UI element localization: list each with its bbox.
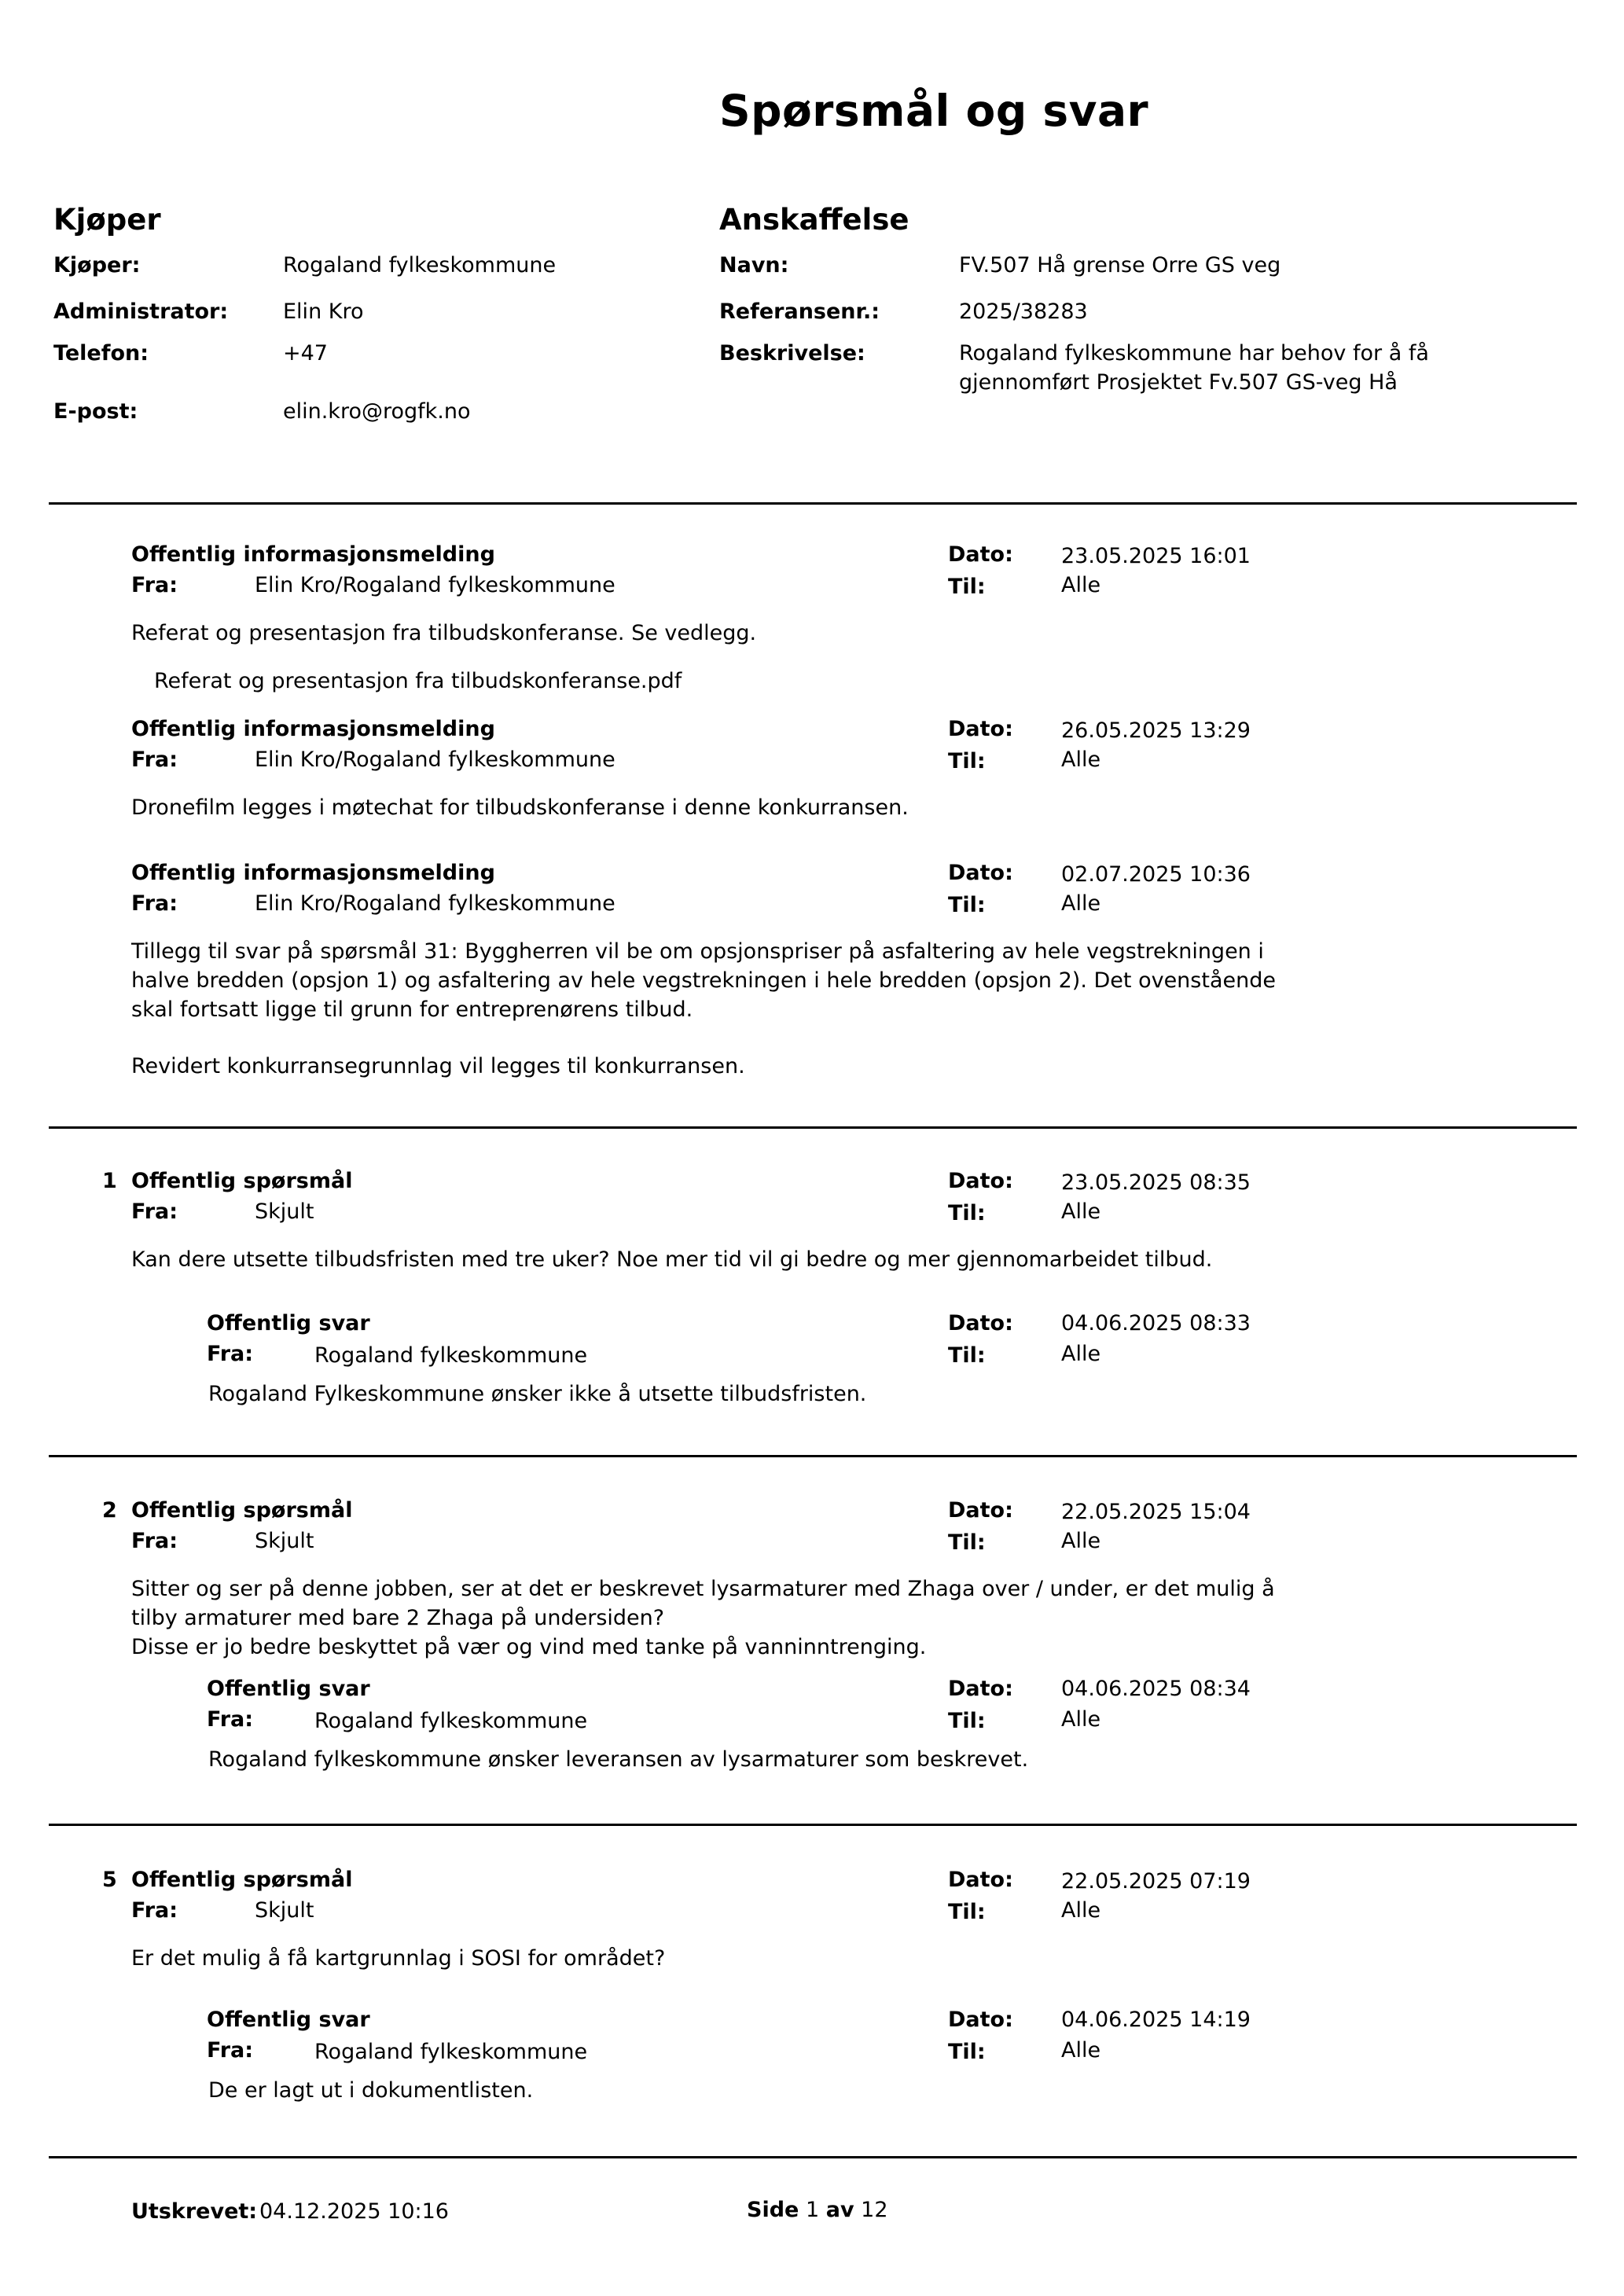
name-value: FV.507 Hå grense Orre GS veg	[959, 253, 1281, 277]
date-label: Dato:	[948, 717, 1013, 741]
date-label: Dato:	[948, 2008, 1013, 2032]
from-label: Fra:	[207, 2038, 254, 2063]
date-value: 04.06.2025 14:19	[1061, 2008, 1251, 2032]
question-body-line: Disse er jo bedre beskyttet på vær og vind med tanke på vanninntrenging.	[131, 1635, 927, 1659]
to-value: Alle	[1061, 1898, 1101, 1923]
from-label: Fra:	[131, 573, 178, 597]
phone-label: Telefon:	[53, 341, 149, 366]
from-label: Fra:	[131, 1898, 178, 1923]
question-body-line: Sitter og ser på denne jobben, ser at det er beskrevet lysarmaturer med Zhaga over / under, er det mulig å	[131, 1577, 1275, 1601]
printed-value: 04.12.2025 10:16	[259, 2199, 449, 2224]
from-label: Fra:	[131, 1199, 178, 1224]
buyer-label: Kjøper:	[53, 253, 141, 277]
date-value: 02.07.2025 10:36	[1061, 862, 1251, 887]
answer-type: Offentlig svar	[207, 1677, 370, 1701]
question-body: Er det mulig å få kartgrunnlag i SOSI for området?	[131, 1946, 666, 1971]
section-divider	[49, 1824, 1577, 1826]
to-value: Alle	[1061, 891, 1101, 916]
administrator-label: Administrator:	[53, 299, 229, 324]
page-indicator	[747, 2195, 888, 2224]
to-label: Til:	[948, 2040, 986, 2064]
date-value: 22.05.2025 15:04	[1061, 1500, 1251, 1524]
from-value: Skjult	[255, 1898, 314, 1923]
from-value: Elin Kro/Rogaland fylkeskommune	[255, 748, 615, 772]
from-label: Fra:	[131, 891, 178, 916]
name-label: Navn:	[719, 253, 789, 277]
page-number: 1	[805, 2198, 820, 2222]
from-label: Fra:	[207, 1707, 254, 1732]
question-body: Kan dere utsette tilbudsfristen med tre uker? Noe mer tid vil gi bedre og mer gjennomarbeidet tilbud.	[131, 1247, 1213, 1272]
message-type: Offentlig informasjonsmelding	[131, 861, 495, 885]
date-value: 26.05.2025 13:29	[1061, 718, 1251, 743]
to-value: Alle	[1061, 2038, 1101, 2063]
to-value: Alle	[1061, 1342, 1101, 1366]
message-type: Offentlig informasjonsmelding	[131, 717, 495, 741]
answer-body: Rogaland Fylkeskommune ønsker ikke å utsette tilbudsfristen.	[208, 1382, 867, 1406]
side-label: Side	[747, 2198, 799, 2222]
message-type: Offentlig spørsmål	[131, 1498, 353, 1523]
reference-value: 2025/38283	[959, 299, 1088, 324]
to-value: Alle	[1061, 1529, 1101, 1553]
from-value: Elin Kro/Rogaland fylkeskommune	[255, 891, 615, 916]
buyer-heading: Kjøper	[53, 203, 161, 237]
description-label: Beskrivelse:	[719, 341, 865, 366]
message-type: Offentlig spørsmål	[131, 1868, 353, 1892]
message-body-line: Revidert konkurransegrunnlag vil legges til konkurransen.	[131, 1054, 745, 1078]
section-divider	[49, 502, 1577, 505]
date-label: Dato:	[948, 1677, 1013, 1701]
buyer-value: Rogaland fylkeskommune	[283, 253, 557, 277]
to-label: Til:	[948, 749, 986, 773]
date-label: Dato:	[948, 1868, 1013, 1892]
attachment-link[interactable]: Referat og presentasjon fra tilbudskonferanse.pdf	[154, 669, 682, 693]
from-label: Fra:	[131, 1529, 178, 1553]
to-label: Til:	[948, 1709, 986, 1733]
from-value: Elin Kro/Rogaland fylkeskommune	[255, 573, 615, 597]
email-label: E-post:	[53, 399, 138, 424]
message-body: Referat og presentasjon fra tilbudskonferanse. Se vedlegg.	[131, 621, 757, 645]
question-number: 5	[102, 1868, 117, 1892]
to-value: Alle	[1061, 1707, 1101, 1732]
message-type: Offentlig informasjonsmelding	[131, 542, 495, 567]
question-number: 2	[102, 1498, 117, 1523]
from-value: Rogaland fylkeskommune	[314, 1343, 588, 1368]
date-label: Dato:	[948, 542, 1013, 567]
to-value: Alle	[1061, 748, 1101, 772]
message-body-line: Tillegg til svar på spørsmål 31: Byggherren vil be om opsjonspriser på asfaltering av hele vegstrekningen i	[131, 939, 1264, 964]
from-label: Fra:	[131, 748, 178, 772]
printed-label: Utskrevet:	[131, 2199, 258, 2224]
date-value: 22.05.2025 07:19	[1061, 1869, 1251, 1894]
answer-body: De er lagt ut i dokumentlisten.	[208, 2078, 534, 2103]
date-label: Dato:	[948, 1311, 1013, 1335]
email-value[interactable]: elin.kro@rogfk.no	[283, 399, 471, 424]
section-divider	[49, 1126, 1577, 1129]
date-value: 04.06.2025 08:33	[1061, 1311, 1251, 1335]
section-divider	[49, 2156, 1577, 2158]
to-label: Til:	[948, 1530, 986, 1555]
page-total: 12	[861, 2198, 888, 2222]
to-value: Alle	[1061, 1199, 1101, 1224]
question-body-line: tilby armaturer med bare 2 Zhaga på undersiden?	[131, 1606, 665, 1630]
answer-type: Offentlig svar	[207, 1311, 370, 1335]
date-value: 23.05.2025 08:35	[1061, 1170, 1251, 1195]
to-label: Til:	[948, 893, 986, 917]
from-value: Skjult	[255, 1199, 314, 1224]
message-body: Dronefilm legges i møtechat for tilbudskonferanse i denne konkurransen.	[131, 795, 909, 820]
description-line: Rogaland fylkeskommune har behov for å få	[959, 341, 1429, 366]
reference-label: Referansenr.:	[719, 299, 880, 324]
question-number: 1	[102, 1169, 117, 1193]
date-value: 23.05.2025 16:01	[1061, 544, 1251, 568]
to-label: Til:	[948, 1343, 986, 1368]
to-label: Til:	[948, 575, 986, 599]
date-value: 04.06.2025 08:34	[1061, 1677, 1251, 1701]
answer-type: Offentlig svar	[207, 2008, 370, 2032]
page-title: Spørsmål og svar	[719, 86, 1149, 136]
date-label: Dato:	[948, 861, 1013, 885]
to-label: Til:	[948, 1900, 986, 1924]
from-value: Rogaland fylkeskommune	[314, 1709, 588, 1733]
to-label: Til:	[948, 1201, 986, 1225]
date-label: Dato:	[948, 1498, 1013, 1523]
message-type: Offentlig spørsmål	[131, 1169, 353, 1193]
message-body-line: skal fortsatt ligge til grunn for entreprenørens tilbud.	[131, 997, 693, 1022]
description-line: gjennomført Prosjektet Fv.507 GS-veg Hå	[959, 370, 1398, 395]
procurement-heading: Anskaffelse	[719, 203, 909, 237]
administrator-value: Elin Kro	[283, 299, 364, 324]
message-body-line: halve bredden (opsjon 1) og asfaltering av hele vegstrekningen i hele bredden (opsjon 2). Det ovenstående	[131, 968, 1276, 993]
date-label: Dato:	[948, 1169, 1013, 1193]
from-label: Fra:	[207, 1342, 254, 1366]
phone-value: +47	[283, 341, 328, 366]
answer-body: Rogaland fylkeskommune ønsker leveransen av lysarmaturer som beskrevet.	[208, 1747, 1029, 1772]
from-value: Rogaland fylkeskommune	[314, 2040, 588, 2064]
section-divider	[49, 1455, 1577, 1457]
to-value: Alle	[1061, 573, 1101, 597]
from-value: Skjult	[255, 1529, 314, 1553]
av-label: av	[825, 2198, 854, 2222]
